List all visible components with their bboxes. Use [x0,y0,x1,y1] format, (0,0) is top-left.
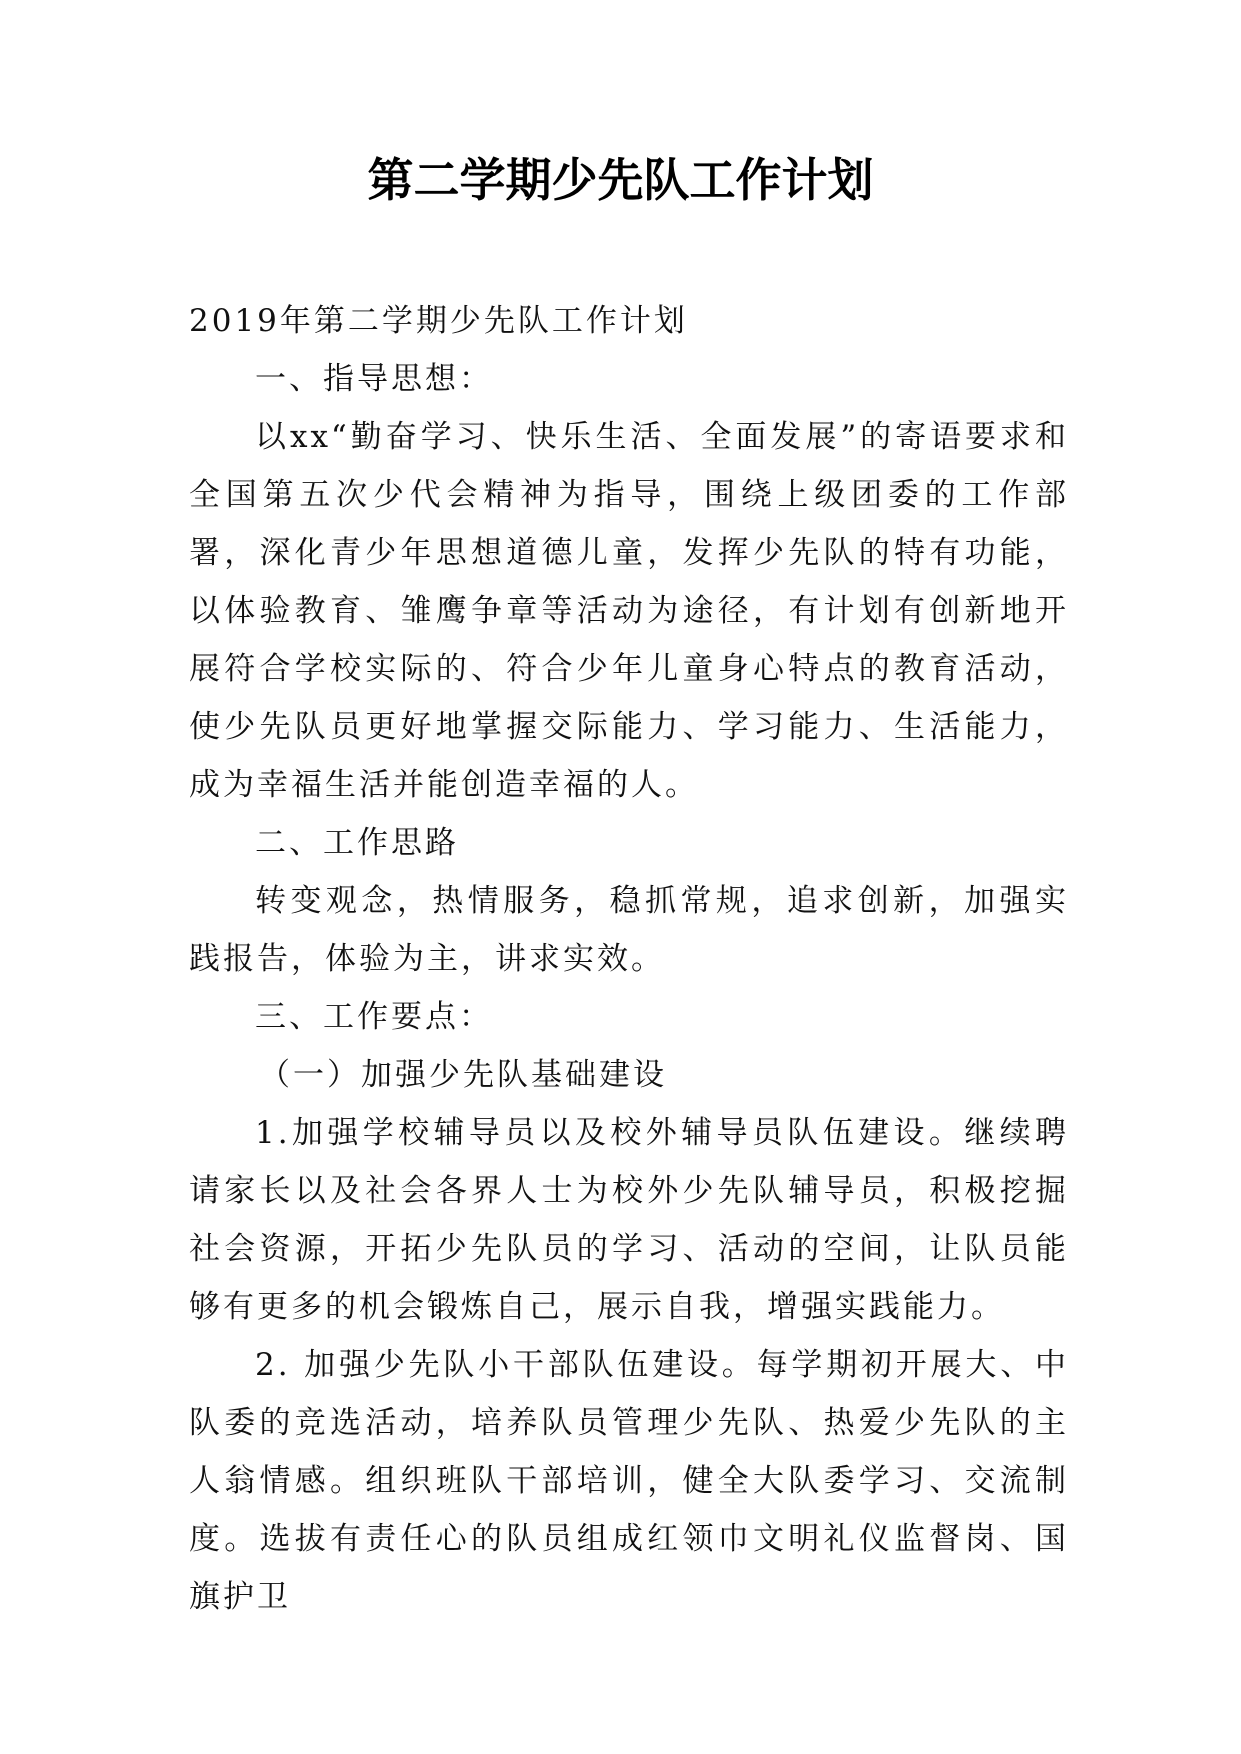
section-heading-work-approach: 二、工作思路 [255,825,459,861]
paragraph-work-approach: 转变观念，热情服务，稳抓常规，追求创新，加强实践报告，体验为主，讲求实效。 [189,883,1069,977]
subsection-heading-foundation: （一）加强少先队基础建设 [259,1057,667,1093]
subtitle-line: 2019年第二学期少先队工作计划 [189,303,688,339]
paragraph-guiding-thought: 以xx“勤奋学习、快乐生活、全面发展”的寄语要求和全国第五次少代会精神为指导，围绕上级团委的工作部署，深化青少年思想道德儿童，发挥少先队的特有功能，以体验教育、雏鹰争章等活动为途径，有计划有创新地开展符合学校实际的、符合少年儿童身心特点的教育活动，使少先队员更好地掌握交际能力、学习能力、生活能力，成为幸福生活并能创造幸福的人。 [189,419,1069,803]
paragraph-item-1: 1.加强学校辅导员以及校外辅导员队伍建设。继续聘请家长以及社会各界人士为校外少先队辅导员，积极挖掘社会资源，开拓少先队员的学习、活动的空间，让队员能够有更多的机会锻炼自己，展示自我，增强实践能力。 [189,1115,1069,1325]
section-heading-work-points: 三、工作要点： [255,999,493,1035]
section-heading-guiding-thought: 一、指导思想： [255,361,493,397]
paragraph-item-2: 2. 加强少先队小干部队伍建设。每学期初开展大、中队委的竞选活动，培养队员管理少先队、热爱少先队的主人翁情感。组织班队干部培训，健全大队委学习、交流制度。选拔有责任心的队员组成红领巾文明礼仪监督岗、国旗护卫 [189,1347,1069,1615]
document-title: 第二学期少先队工作计划 [367,153,874,207]
document-body [189,292,1069,1626]
